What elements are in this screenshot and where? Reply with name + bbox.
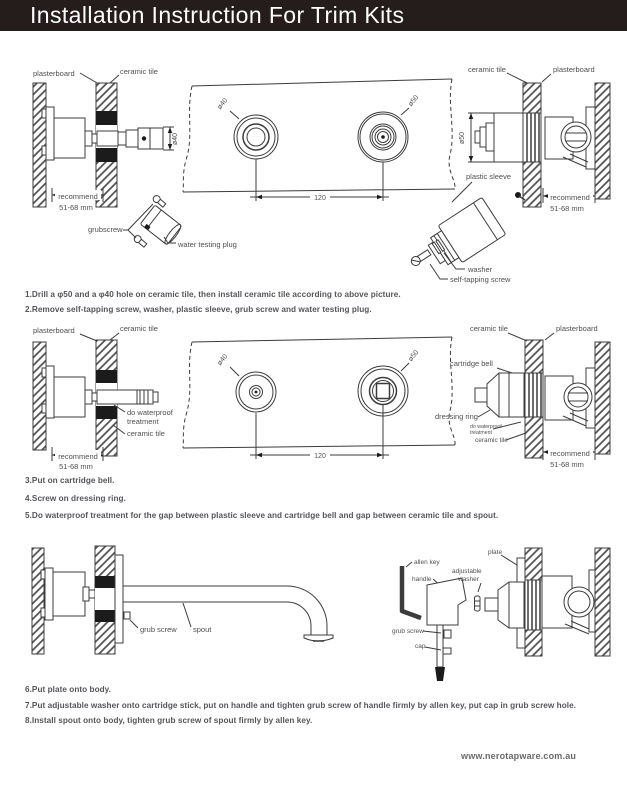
label-recommend-range: 51-68 mm [59, 203, 93, 212]
label-dressing-ring: dressing ring [435, 412, 478, 421]
self-tapping-screw-part [410, 249, 432, 268]
label-recommend: recommend [58, 192, 98, 201]
label-grub-screw: grub screw [140, 625, 177, 634]
dim-dia50: ø50 [459, 131, 466, 145]
tile-front-view-holes [183, 79, 455, 202]
label-ceramic-tile: ceramic tile [120, 67, 158, 76]
label-plate: plate [488, 549, 503, 556]
cartridge-stick-part [437, 625, 443, 667]
label-ceramic-tile: ceramic tile [475, 437, 508, 444]
step-6: 6.Put plate onto body. [25, 685, 112, 694]
label-ceramic-tile: ceramic tile [120, 324, 158, 333]
valve-with-plastic-sleeve-side-view [410, 65, 610, 284]
label-cartridge-bell: cartridge bell [450, 359, 493, 368]
step-4: 4.Screw on dressing ring. [25, 493, 126, 503]
dim-dia50-hole: ø50 [407, 94, 421, 108]
step-2: 2.Remove self-tapping screw, washer, plastic sleeve, grub screw and water testing plug. [25, 305, 372, 314]
label-spout: spout [193, 625, 212, 634]
header-bar [0, 0, 627, 31]
dim-120: 120 [314, 453, 326, 460]
label-recommend-range: 51-68 mm [59, 462, 93, 471]
step-1: 1.Drill a φ50 and a φ40 hole on ceramic tile, then install ceramic tile according to above picture. [25, 290, 401, 299]
valve-in-wall-side-view [33, 67, 179, 212]
plastic-sleeve-part [422, 197, 506, 273]
plate-on-body-side-view [485, 548, 610, 656]
label-washer: washer [458, 576, 479, 583]
diagram-row-drill-and-remove [0, 55, 627, 290]
label-ceramic-tile: ceramic tile [468, 65, 506, 74]
dim-dia50-hole: ø50 [407, 349, 421, 363]
dim-dia40: ø40 [172, 132, 179, 146]
label-recommend: recommend [58, 452, 98, 461]
label-water-testing-plug: water testing plug [178, 240, 237, 249]
label-plastic-sleeve: plastic sleeve [466, 172, 512, 181]
step-5: 5.Do waterproof treatment for the gap between plastic sleeve and cartridge bell and gap between ceramic tile and spout. [25, 511, 499, 520]
label-do-waterproof: do waterproof [470, 424, 502, 430]
grub-screw-dot [142, 136, 146, 140]
label-plasterboard: plasterboard [33, 326, 75, 335]
label-recommend-range: 51-68 mm [550, 460, 584, 469]
page-title: Installation Instruction For Trim Kits [30, 2, 405, 28]
label-grub-screw: grub screw [392, 628, 424, 635]
step-8: 8.Install spout onto body, tighten grub screw of spout firmly by allen key. [25, 716, 313, 725]
handle-assembly-parts [392, 559, 482, 681]
step-3: 3.Put on cartridge bell. [25, 476, 115, 485]
label-recommend-range: 51-68 mm [550, 204, 584, 213]
label-ceramic-tile: ceramic tile [127, 429, 165, 438]
label-cap: cap [415, 643, 426, 650]
spout-installed-side-view [32, 546, 333, 654]
label-handle: handle [412, 576, 432, 583]
label-self-tapping-screw: self-tapping screw [450, 275, 511, 284]
steps-1-2 [25, 287, 401, 317]
steps-6-8 [25, 682, 576, 729]
website-url: www.nerotapware.com.au [461, 751, 577, 761]
label-recommend: recommend [550, 449, 590, 458]
label-allen-key: allen key [414, 559, 440, 566]
label-washer: washer [468, 265, 493, 274]
diagram-row-spout-handle-plate [0, 540, 627, 690]
label-treatment: treatment [470, 430, 492, 436]
tile-front-view-installed [183, 337, 455, 460]
label-ceramic-tile: ceramic tile [470, 324, 508, 333]
cartridge-bell-side-view [435, 324, 610, 469]
adjustable-washer-part [475, 596, 481, 611]
label-plasterboard: plasterboard [33, 69, 75, 78]
dim-120: 120 [314, 195, 326, 202]
label-adjustable: adjustable [452, 568, 482, 575]
valve-waterproof-side-view [33, 324, 174, 471]
label-plasterboard: plasterboard [553, 65, 595, 74]
step-7: 7.Put adjustable washer onto cartridge stick, put on handle and tighten grub screw of handle firmly by allen key, put cap in grub screw hole. [25, 700, 577, 710]
label-grubscrew: grubscrew [88, 225, 123, 234]
handle-part [427, 578, 466, 625]
label-recommend: recommend [550, 193, 590, 202]
allen-key-part [402, 566, 421, 618]
label-treatment: treatment [127, 417, 159, 426]
steps-3-5 [25, 472, 498, 525]
dim-dia40-hole: ø40 [216, 353, 230, 367]
dim-dia40-hole: ø40 [216, 97, 230, 111]
label-plasterboard: plasterboard [556, 324, 598, 333]
label-do-waterproof: do waterproof [127, 408, 173, 417]
diagram-row-bell-and-ring [0, 318, 627, 478]
